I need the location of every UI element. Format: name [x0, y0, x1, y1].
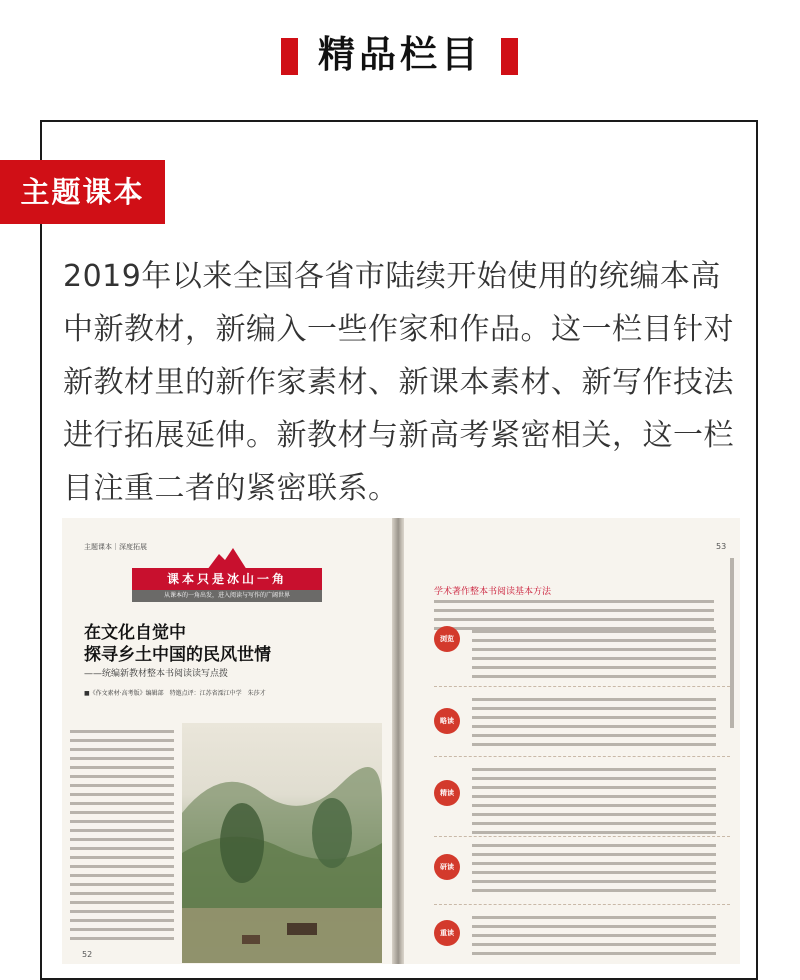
- divider: [434, 836, 730, 837]
- banner-title: 课本只是冰山一角: [166, 572, 287, 586]
- divider: [434, 904, 730, 905]
- study-text: [472, 844, 716, 898]
- badge-skim: 略读: [434, 708, 460, 734]
- right-page-number: 53: [716, 542, 727, 551]
- reread-text: [472, 916, 716, 961]
- article-title-line2: 探寻乡土中国的民风世情: [84, 645, 271, 665]
- badge-study: 研读: [434, 854, 460, 880]
- article-byline: ■《作文素材·高考版》编辑部 特邀点评：江苏省溧江中学 朱莎才: [84, 690, 266, 697]
- article-title-line1: 在文化自觉中: [84, 623, 186, 643]
- divider: [434, 756, 730, 757]
- right-margin-text: [730, 558, 736, 738]
- left-page-header: 主题课本｜深度拓展: [84, 543, 147, 551]
- badge-browse: 浏览: [434, 626, 460, 652]
- browse-text: [472, 630, 716, 684]
- column-description: 2019年以来全国各省市陆续开始使用的统编本高中新教材，新编入一些作家和作品。这一栏目针对新教材里的新作家素材、新课本素材、新写作技法进行拓展延伸。新教材与新高考紧密相关，这一栏目注重二者的紧密联系。: [63, 259, 734, 506]
- divider: [434, 686, 730, 687]
- close-read-text: [472, 768, 716, 840]
- magazine-left-page: [62, 518, 394, 964]
- landscape-painting: [182, 723, 382, 963]
- magazine-spread-image: [62, 518, 740, 964]
- magazine-right-page: [404, 518, 740, 964]
- header-right-bar: [501, 38, 518, 75]
- left-body-text: [70, 730, 174, 946]
- page-title: 精品栏目: [318, 33, 482, 76]
- section-heading: 学术著作整本书阅读基本方法: [434, 587, 552, 597]
- mountain-icon: [207, 548, 247, 570]
- header-left-bar: [281, 38, 298, 75]
- banner-subtitle: 从课本的一角出发，进入阅读与写作的广阔世界: [132, 590, 322, 602]
- badge-close-read: 精读: [434, 780, 460, 806]
- section-header: [0, 0, 800, 110]
- column-tag: 主题课本: [0, 160, 165, 224]
- skim-text: [472, 698, 716, 752]
- article-subtitle: ——统编新教材整本书阅读读写点拨: [84, 669, 229, 679]
- left-page-number: 52: [82, 950, 93, 959]
- badge-reread: 重读: [434, 920, 460, 946]
